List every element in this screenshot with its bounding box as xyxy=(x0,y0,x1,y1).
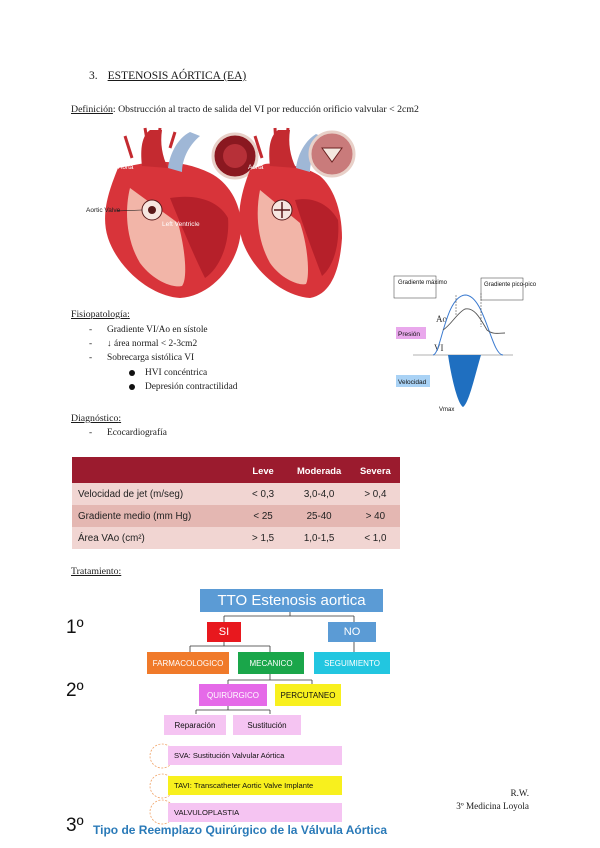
vi-label: VI xyxy=(434,343,444,353)
aorta-label-left: Aorta xyxy=(118,164,134,171)
node-percutaneo: PERCUTANEO xyxy=(275,684,341,706)
severity-table xyxy=(72,457,400,549)
author-signature xyxy=(456,787,529,813)
node-quirurgico: QUIRÚRGICO xyxy=(199,684,267,706)
table-cell: < 25 xyxy=(239,505,288,527)
pressure-label: Presión xyxy=(398,331,421,338)
node-si: SI xyxy=(207,622,241,642)
node-sustitucion: Sustitución xyxy=(233,715,301,735)
order-label-2: 2º xyxy=(66,680,84,701)
pathophysiology-heading: Fisiopatología: xyxy=(71,309,130,320)
table-row xyxy=(72,527,400,549)
table-cell: > 40 xyxy=(351,505,400,527)
table-cell: Área VAo (cm²) xyxy=(72,527,239,549)
table-header-row xyxy=(72,457,400,483)
table-cell: 3,0-4,0 xyxy=(288,483,351,505)
table-cell: > 1,5 xyxy=(239,527,288,549)
table-cell: 1,0-1,5 xyxy=(288,527,351,549)
pressure-velocity-graph xyxy=(393,275,537,415)
list-item: - Sobrecarga sistólica VI xyxy=(89,353,195,363)
table-cell: Velocidad de jet (m/seg) xyxy=(72,483,239,505)
table-header-cell: Severa xyxy=(351,457,400,483)
order-label-3: 3º xyxy=(66,815,84,836)
velocity-label: Velocidad xyxy=(398,379,427,386)
node-farmacologico: FARMACOLOGICO xyxy=(147,652,229,674)
list-item: - ↓ área normal < 2-3cm2 xyxy=(89,339,198,349)
sub-list-item: Depresión contractilidad xyxy=(129,382,237,392)
heart-illustration xyxy=(70,128,345,300)
table-header-cell: Moderada xyxy=(288,457,351,483)
aorta-label-right: Aorta xyxy=(248,164,264,171)
aortic-valve-label: Aortic Valve xyxy=(86,207,121,214)
order-label-1: 1º xyxy=(66,617,84,638)
node-mecanico: MECANICO xyxy=(238,652,304,674)
section-title-text: ESTENOSIS AÓRTICA (EA) xyxy=(107,70,247,82)
gradient-peak-label: Gradiente pico-pico xyxy=(484,282,537,288)
gradient-max-label: Gradiente máximo xyxy=(398,280,448,286)
sub-list-item: HVI concéntrica xyxy=(129,368,207,378)
table-header-cell: Leve xyxy=(239,457,288,483)
definition-label: Definición xyxy=(71,104,113,115)
table-row xyxy=(72,505,400,527)
treatment-heading: Tratamiento: xyxy=(71,566,122,577)
definition-line xyxy=(71,104,419,115)
definition-text: : Obstrucción al tracto de salida del VI por reducción orificio valvular < 2cm2 xyxy=(112,104,419,115)
section-title xyxy=(89,70,246,82)
node-valvuloplastia: VALVULOPLASTIA xyxy=(168,803,342,822)
author-initials: R.W. xyxy=(510,788,529,798)
table-row xyxy=(72,483,400,505)
table-cell: < 1,0 xyxy=(351,527,400,549)
node-no: NO xyxy=(328,622,376,642)
left-ventricle-label: Left Ventricle xyxy=(162,221,200,228)
ao-label: Ao xyxy=(436,314,447,324)
table-header-cell xyxy=(72,457,239,483)
node-sva: SVA: Sustitución Valvular Aórtica xyxy=(168,746,342,765)
table-cell: < 0,3 xyxy=(239,483,288,505)
author-course: 3º Medicina Loyola xyxy=(456,801,529,811)
diagnosis-heading: Diagnóstico: xyxy=(71,413,122,424)
treatment-tree-title: TTO Estenosis aortica xyxy=(200,589,383,612)
node-reparacion: Reparación xyxy=(164,715,226,735)
table-cell: > 0,4 xyxy=(351,483,400,505)
list-item: - Gradiente VI/Ao en sístole xyxy=(89,325,208,335)
node-tavi: TAVI: Transcatheter Aortic Valve Implante xyxy=(168,776,342,795)
table-cell: 25-40 xyxy=(288,505,351,527)
node-seguimiento: SEGUIMIENTO xyxy=(314,652,390,674)
footer-caption: Tipo de Reemplazo Quirúrgico de la Válvula Aórtica xyxy=(93,823,388,837)
vmax-label: Vmax xyxy=(439,407,455,413)
stenotic-heart-image xyxy=(86,128,257,298)
list-item: - Ecocardiografía xyxy=(89,428,167,438)
section-number: 3. xyxy=(89,70,98,82)
table-cell: Gradiente medio (mm Hg) xyxy=(72,505,239,527)
